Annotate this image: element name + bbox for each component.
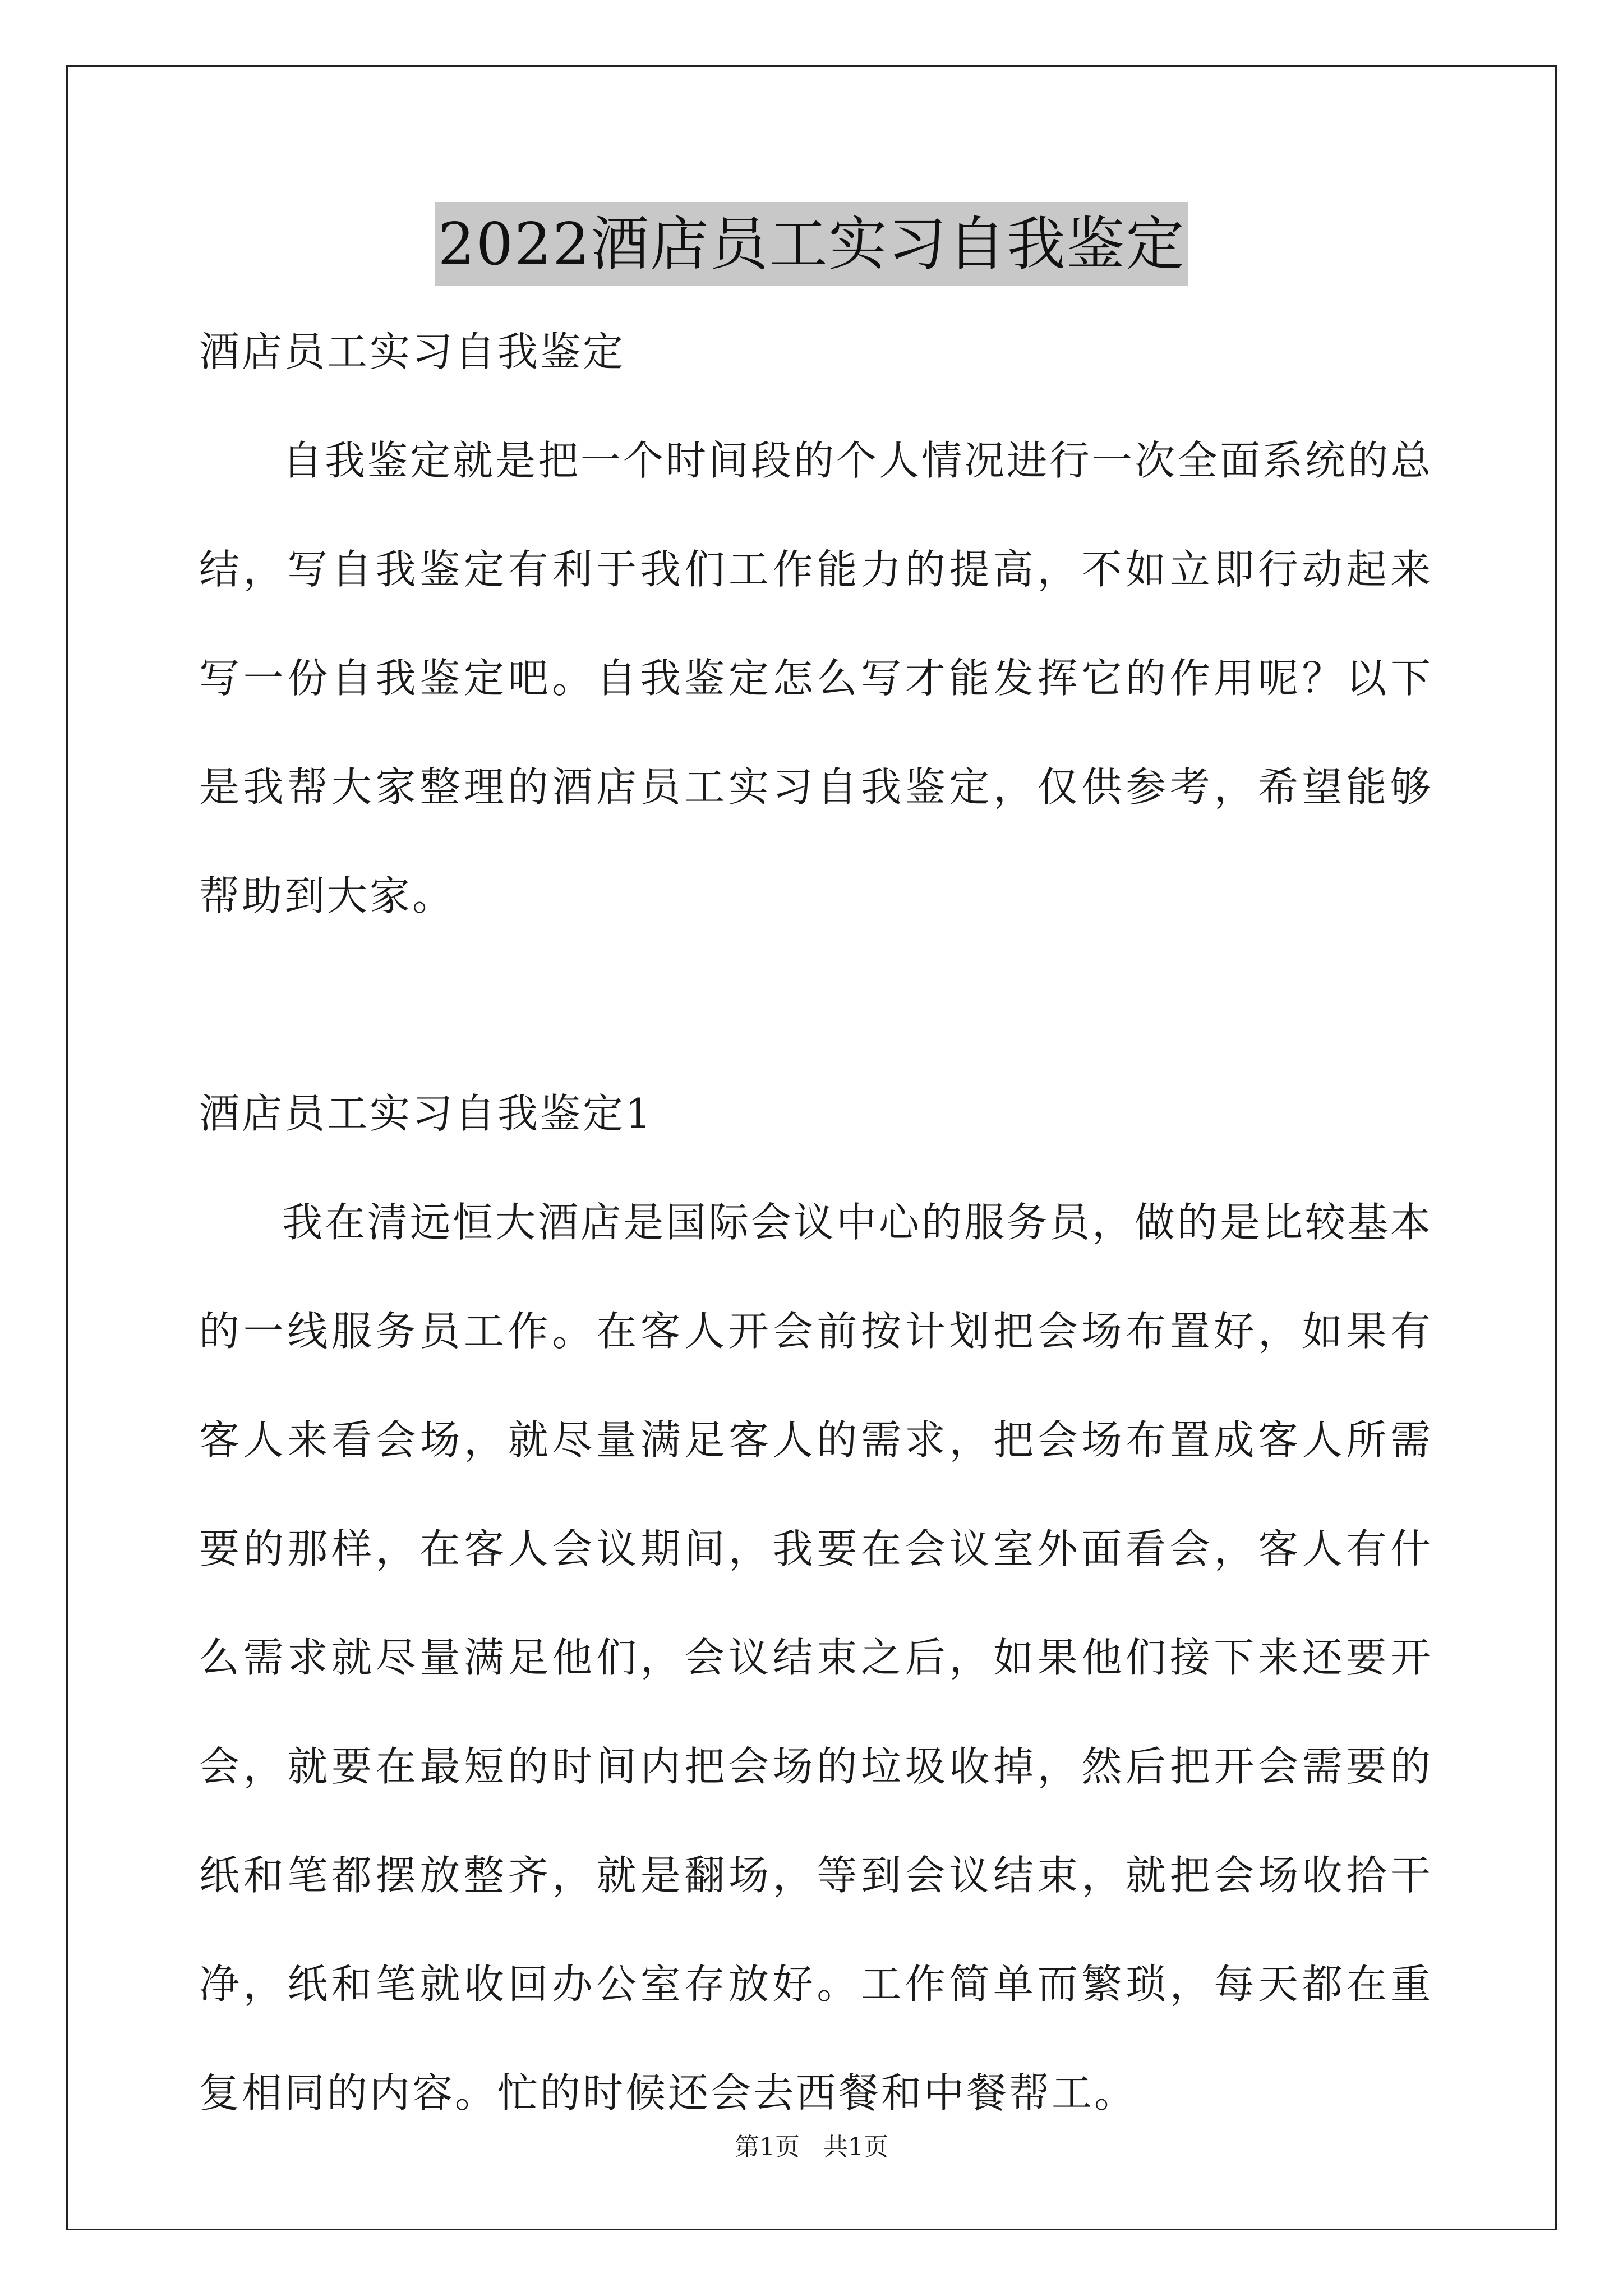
document-title: 2022酒店员工实习自我鉴定 [435,202,1189,286]
section1-paragraph: 我在清远恒大酒店是国际会议中心的服务员，做的是比较基本的一线服务员工作。在客人开会前按计划把会场布置好，如果有客人来看会场，就尽量满足客人的需求，把会场布置成客人所需要的那样，在客人会议期间，我要在会议室外面看会，客人有什么需求就尽量满足他们，会议结束之后，如果他们接下来还要开会，就要在最短的时间内把会场的垃圾收掉，然后把开会需要的纸和笔都摆放整齐，就是翻场，等到会议结束，就把会场收拾干净，纸和笔就收回办公室存放好。工作简单而繁琐，每天都在重复相同的内容。忙的时候还会去西餐和中餐帮工。 [199,1199,1433,2116]
document-body [199,297,1433,2147]
section1-heading: 酒店员工实习自我鉴定1 [199,1090,653,1137]
document-subtitle: 酒店员工实习自我鉴定 [199,328,626,375]
title-container [0,202,1623,286]
page-footer: 第1页 共1页 [735,2133,888,2161]
intro-paragraph: 自我鉴定就是把一个时间段的个人情况进行一次全面系统的总结，写自我鉴定有利于我们工作能力的提高，不如立即行动起来写一份自我鉴定吧。自我鉴定怎么写才能发挥它的作用呢？以下是我帮大家整理的酒店员工实习自我鉴定，仅供参考，希望能够帮助到大家。 [199,437,1433,919]
section-spacer [199,950,1433,1059]
